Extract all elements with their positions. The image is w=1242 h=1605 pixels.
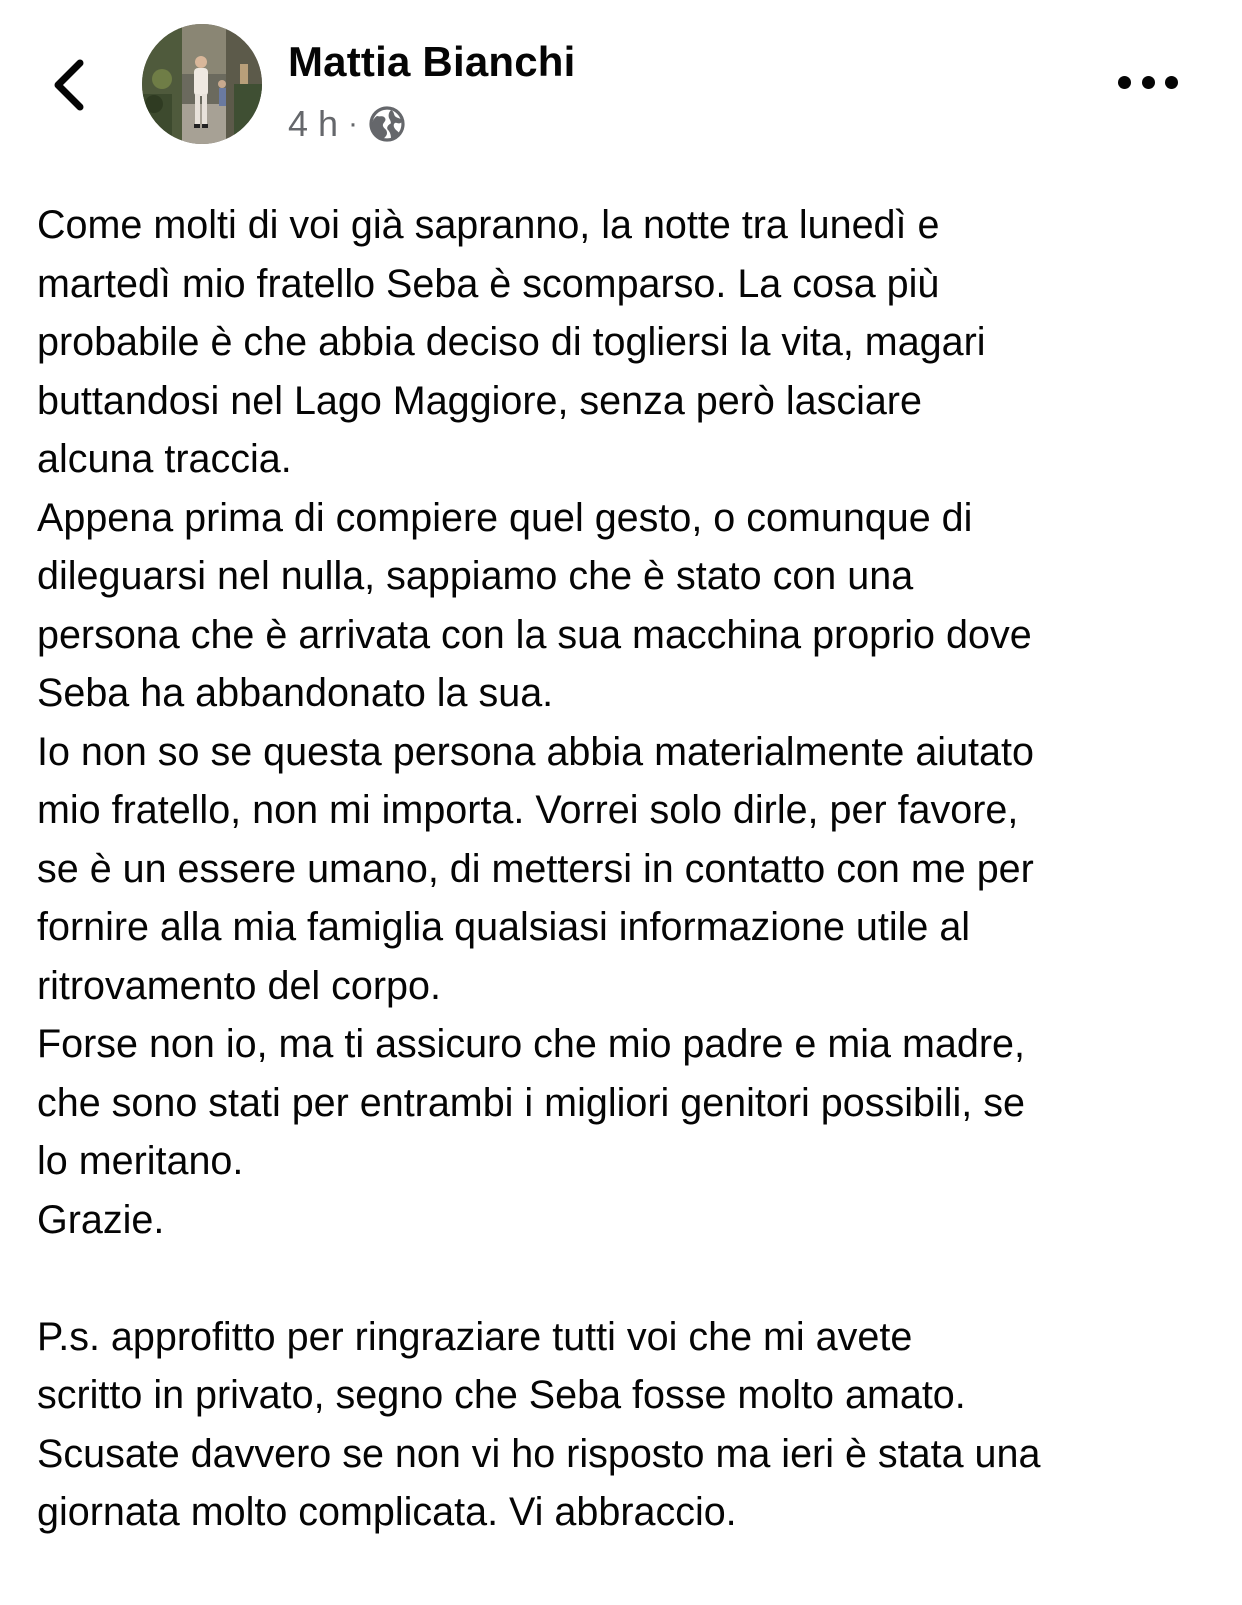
more-options-button[interactable] bbox=[1118, 62, 1178, 102]
post-line: se è un essere umano, di mettersi in contatto con me per bbox=[37, 846, 1034, 891]
post-line: Grazie. bbox=[37, 1197, 165, 1242]
post-line: dileguarsi nel nulla, sappiamo che è stato con una bbox=[37, 554, 914, 598]
post-line: che sono stati per entrambi i migliori genitori possibili, se bbox=[37, 1080, 1025, 1125]
post-line: Io non so se questa persona abbia materialmente aiutato bbox=[37, 729, 1034, 774]
post-time[interactable]: 4 h bbox=[288, 103, 339, 144]
post-line: martedì mio fratello Seba è scomparso. La cosa più bbox=[37, 261, 940, 306]
post-line: Forse non io, ma ti assicuro che mio padre e mia madre, bbox=[37, 1022, 1025, 1066]
ps-line: Scusate davvero se non vi ho risposto ma ieri è stata una bbox=[37, 1431, 1041, 1476]
post-line: ritrovamento del corpo. bbox=[37, 963, 441, 1008]
paragraph-spacer bbox=[37, 1249, 1217, 1308]
post-line: buttandosi nel Lago Maggiore, senza però lasciare bbox=[37, 378, 922, 423]
avatar-photo bbox=[142, 24, 262, 144]
post-text bbox=[37, 196, 1217, 1542]
ps-line: scritto in privato, segno che Seba fosse molto amato. bbox=[37, 1373, 966, 1417]
post-line: Appena prima di compiere quel gesto, o comunque di bbox=[37, 495, 973, 540]
post-line: Seba ha abbandonato la sua. bbox=[37, 671, 554, 715]
back-button[interactable] bbox=[40, 50, 100, 120]
more-dots-icon bbox=[1118, 76, 1131, 89]
more-dots-icon bbox=[1142, 76, 1155, 89]
post-line: alcuna traccia. bbox=[37, 437, 292, 481]
post-line: Come molti di voi già sapranno, la notte tra lunedì e bbox=[37, 203, 940, 247]
post-line: lo meritano. bbox=[37, 1139, 244, 1183]
globe-icon[interactable] bbox=[368, 105, 406, 143]
ps-line: giornata molto complicata. Vi abbraccio. bbox=[37, 1490, 737, 1534]
post-header bbox=[0, 0, 1242, 170]
post-line: persona che è arrivata con la sua macchina proprio dove bbox=[37, 612, 1032, 657]
more-dots-icon bbox=[1165, 76, 1178, 89]
post-line: mio fratello, non mi importa. Vorrei solo dirle, per favore, bbox=[37, 788, 1019, 832]
avatar[interactable] bbox=[142, 24, 262, 144]
author-name[interactable]: Mattia Bianchi bbox=[288, 38, 576, 85]
post-meta bbox=[288, 102, 406, 146]
ps-line: P.s. approfitto per ringraziare tutti voi che mi avete bbox=[37, 1314, 913, 1359]
meta-separator: · bbox=[348, 107, 359, 140]
chevron-left-icon bbox=[50, 57, 90, 113]
post-line: probabile è che abbia deciso di togliersi la vita, magari bbox=[37, 320, 986, 364]
post-line: fornire alla mia famiglia qualsiasi informazione utile al bbox=[37, 905, 971, 949]
